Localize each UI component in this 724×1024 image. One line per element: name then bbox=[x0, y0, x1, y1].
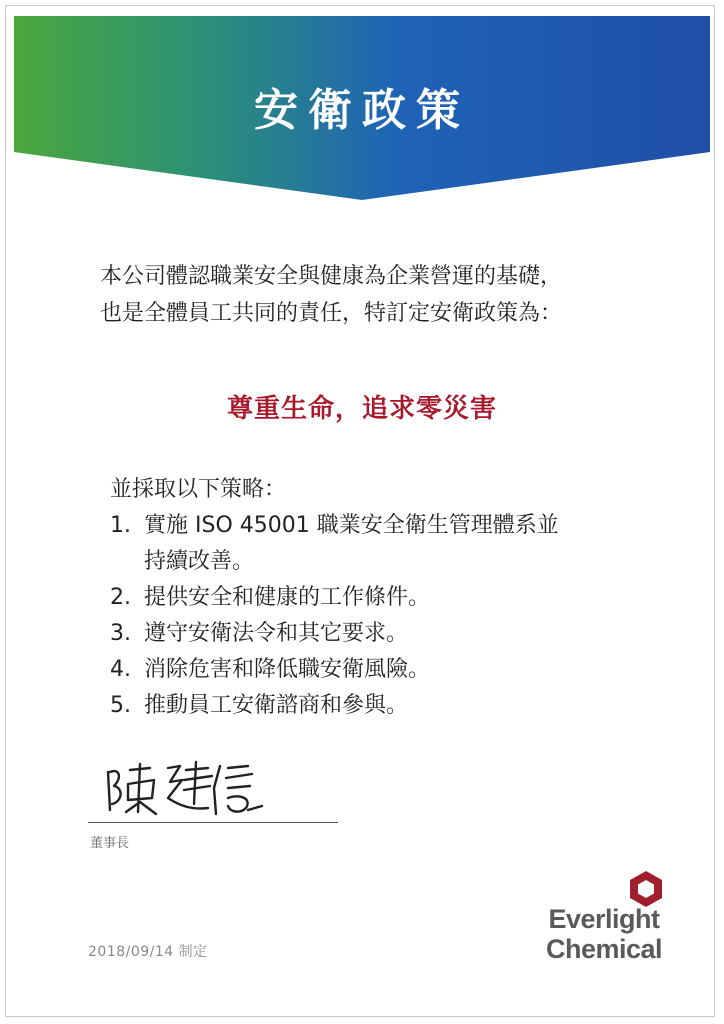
intro-line-1: 本公司體認職業安全與健康為企業營運的基礎， bbox=[100, 264, 563, 289]
item-text-continued: 持續改善。 bbox=[144, 549, 255, 574]
list-item bbox=[110, 508, 650, 580]
brand-line-1: Everlight bbox=[548, 904, 660, 934]
item-text: 實施 ISO 45001 職業安全衛生管理體系並 bbox=[144, 513, 559, 538]
established-date: 2018/09/14 制定 bbox=[88, 944, 208, 960]
company-logo-text bbox=[524, 904, 684, 964]
item-text: 提供安全和健康的工作條件。 bbox=[144, 585, 431, 610]
signature-line bbox=[88, 822, 338, 823]
list-item bbox=[110, 616, 650, 652]
list-item bbox=[110, 580, 650, 616]
item-text: 消除危害和降低職安衛風險。 bbox=[144, 657, 431, 682]
item-text: 遵守安衛法令和其它要求。 bbox=[144, 621, 409, 646]
strategy-heading: 並採取以下策略： bbox=[110, 477, 287, 502]
handwritten-signature bbox=[100, 758, 270, 820]
item-number: 2. bbox=[110, 585, 131, 610]
list-item bbox=[110, 652, 650, 688]
list-item bbox=[110, 688, 650, 724]
intro-text bbox=[100, 258, 660, 332]
strategy-list bbox=[110, 472, 650, 724]
brand-line-2: Chemical bbox=[545, 934, 663, 964]
item-number: 1. bbox=[110, 513, 131, 538]
signatory-title: 董事長 bbox=[90, 836, 130, 851]
item-text: 推動員工安衛諮商和參與。 bbox=[144, 693, 409, 718]
item-number: 4. bbox=[110, 657, 131, 682]
intro-line-2: 也是全體員工共同的責任，特訂定安衛政策為： bbox=[100, 301, 563, 326]
motto: 尊重生命，追求零災害 bbox=[226, 394, 497, 424]
hexagon-logo-icon bbox=[628, 870, 664, 908]
item-number: 5. bbox=[110, 693, 131, 718]
item-number: 3. bbox=[110, 621, 131, 646]
page-title: 安衛政策 bbox=[254, 85, 470, 136]
